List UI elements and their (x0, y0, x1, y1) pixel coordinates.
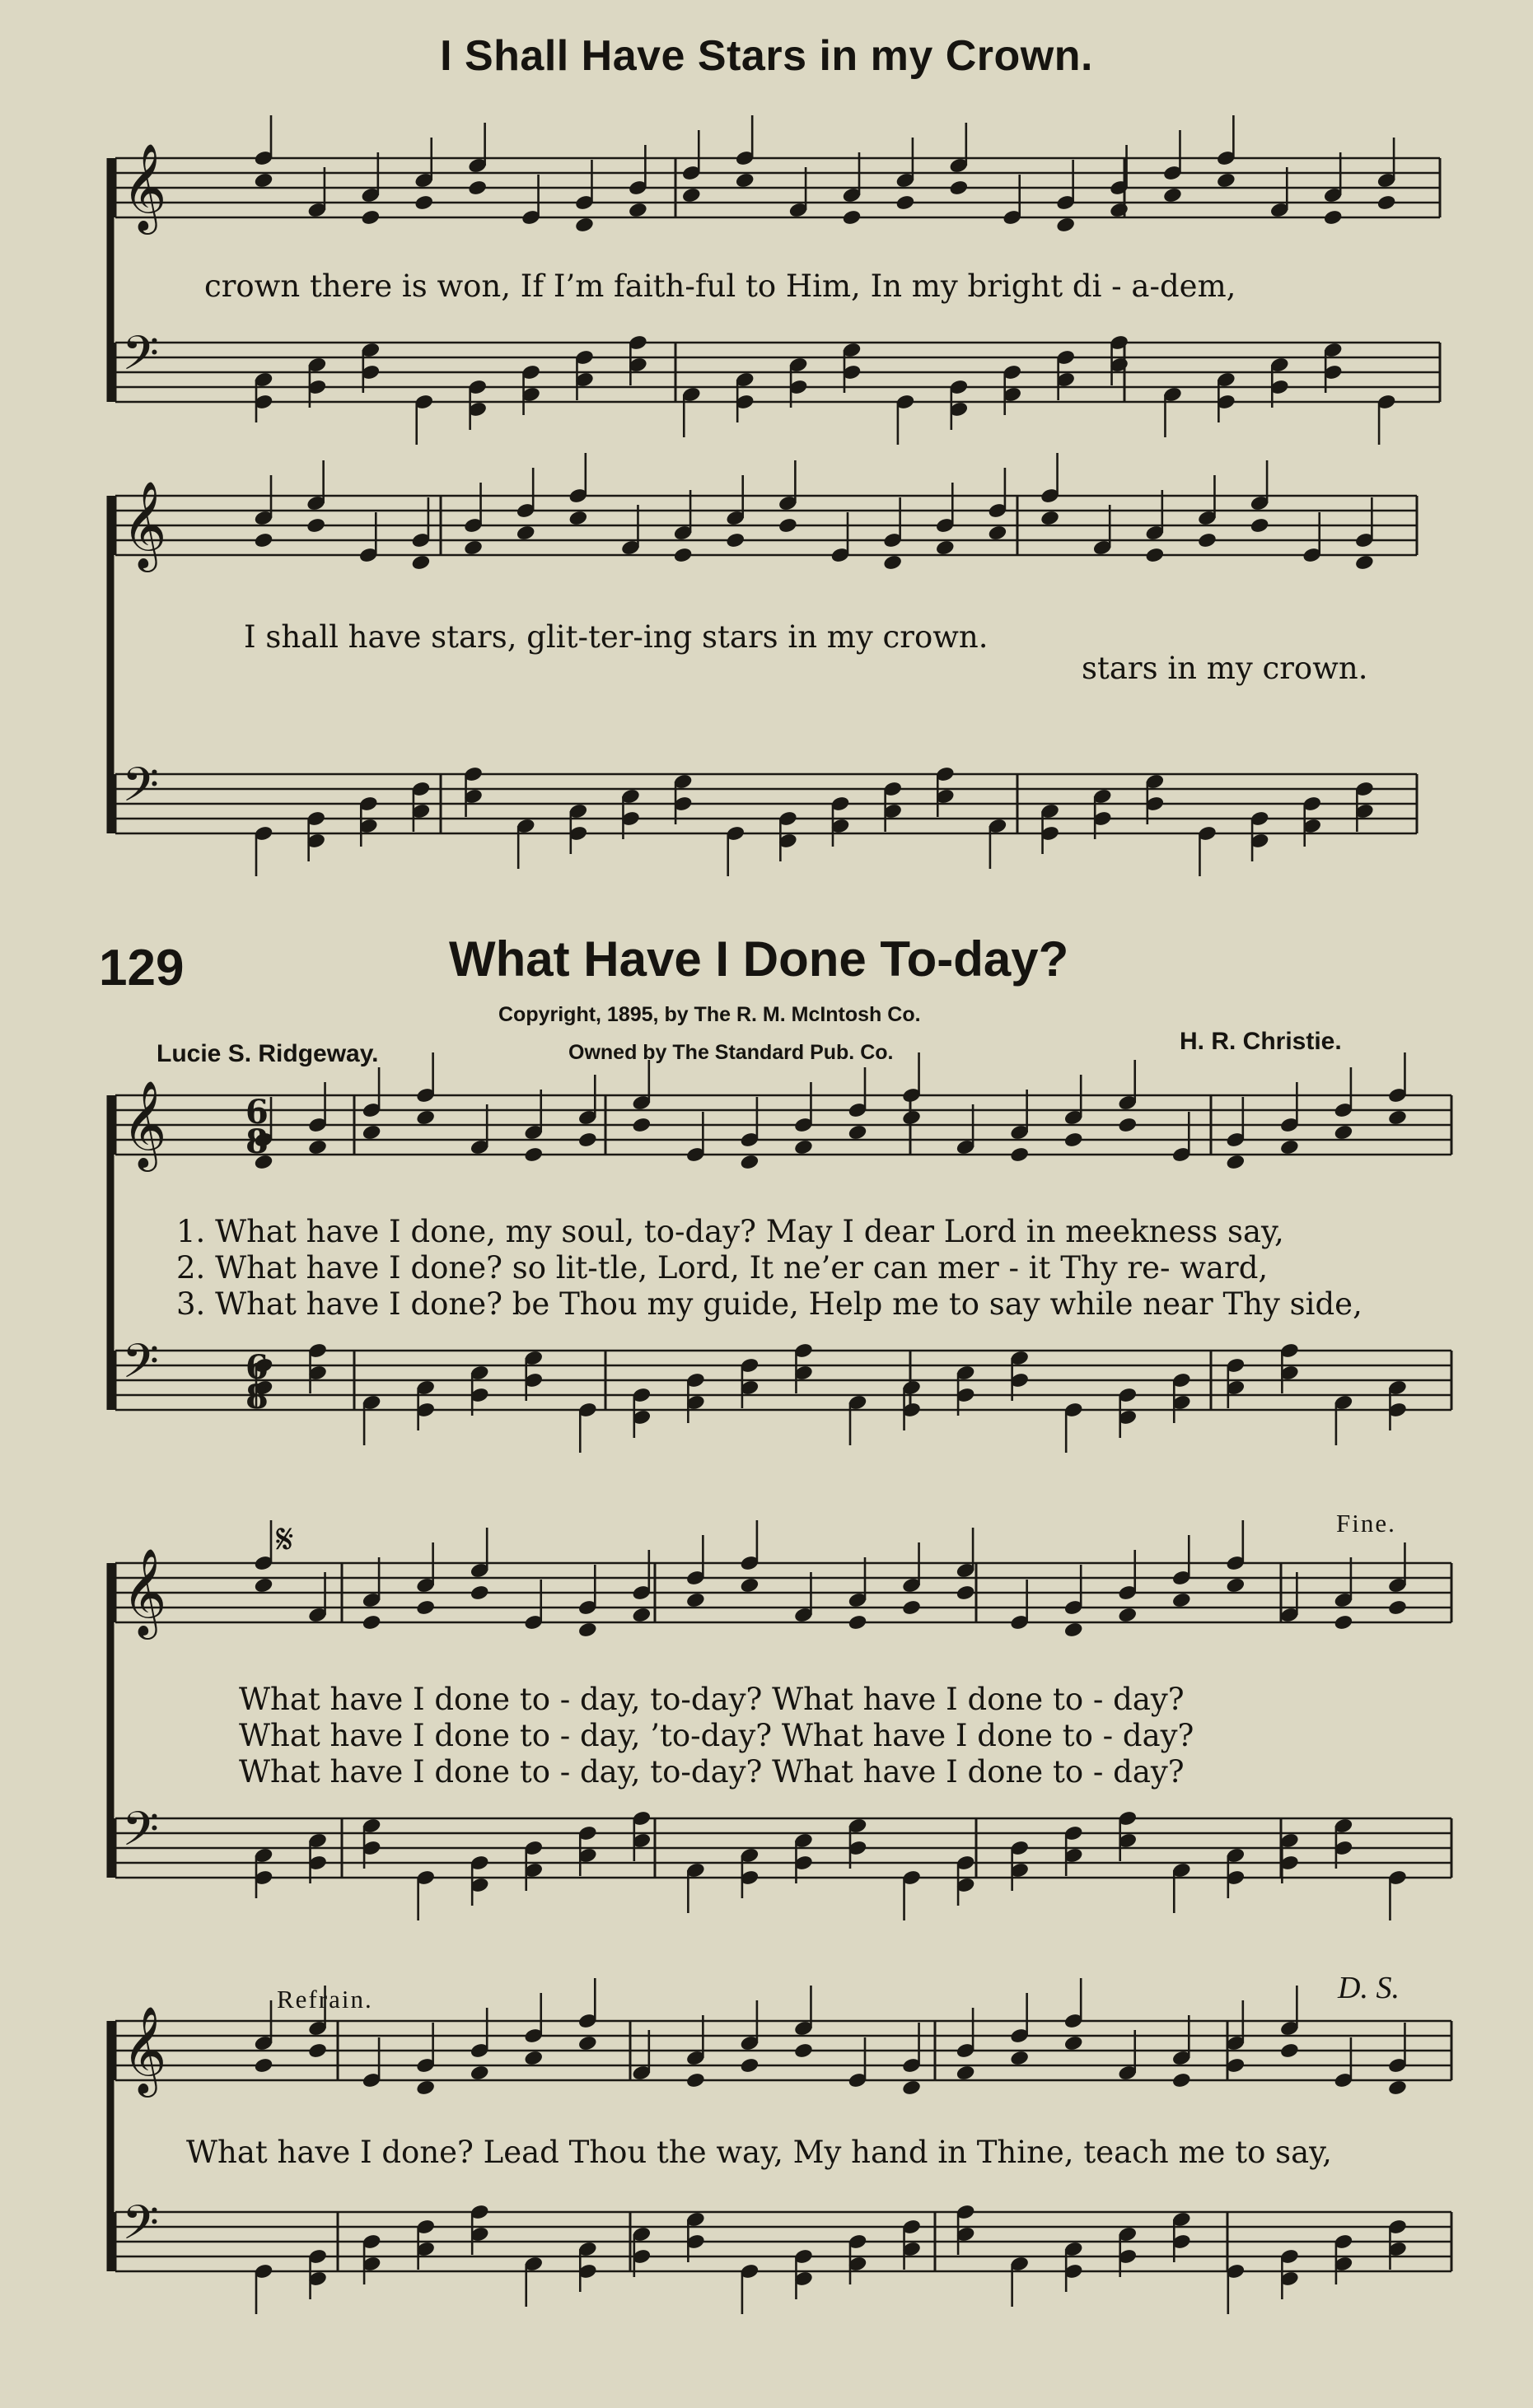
prev-hymn-title: I Shall Have Stars in my Crown. (440, 32, 1093, 80)
notehead (306, 517, 326, 534)
notehead (1063, 2035, 1083, 2051)
notehead (1334, 1124, 1353, 1141)
notehead (470, 1584, 489, 1601)
bass-clef-icon: 𝄢 (122, 757, 160, 824)
notehead (1145, 547, 1165, 563)
prev-lyrics-line-2-alt: stars in my crown. (1082, 651, 1368, 686)
notehead (632, 1607, 652, 1623)
notehead (1217, 172, 1236, 189)
notehead (949, 180, 969, 196)
treble-clef-icon: 𝄞 (122, 2005, 167, 2093)
chorus-line-3: What have I done to - day, to-day? What have I done to - day? (239, 1754, 1185, 1790)
notehead (726, 532, 745, 548)
notehead (254, 1577, 273, 1594)
notehead (577, 1132, 597, 1148)
notehead (1010, 1146, 1030, 1163)
notehead (1010, 2050, 1030, 2066)
notehead (794, 2042, 814, 2059)
notehead (629, 202, 648, 218)
notehead (524, 1146, 544, 1163)
notehead (1388, 1599, 1408, 1616)
notehead (632, 1117, 652, 1133)
notehead (902, 1599, 922, 1616)
verse-3: 3. What have I done? be Thou my guide, Help me to say while near Thy side, (176, 1286, 1362, 1322)
notehead (895, 194, 915, 211)
notehead (686, 1592, 706, 1608)
notehead (1355, 554, 1375, 571)
notehead (848, 1124, 867, 1141)
notehead (416, 1599, 436, 1616)
refrain-lyrics: What have I done? Lead Thou the way, My hand in Thine, teach me to say, (186, 2135, 1332, 2170)
treble-clef-icon: 𝄞 (122, 1080, 167, 1168)
composer-name: H. R. Christie. (1180, 1028, 1342, 1055)
treble-clef-icon: 𝄞 (122, 142, 167, 231)
segno-sign: 𝄋 (276, 1515, 294, 1563)
notehead (362, 1614, 381, 1631)
notehead (362, 1124, 381, 1141)
treble-clef-icon: 𝄞 (122, 1547, 167, 1636)
notehead (1040, 510, 1060, 526)
time-signature-bottom: 8 (245, 1122, 269, 1161)
notehead (735, 172, 755, 189)
bass-clef-icon: 𝄢 (122, 2195, 160, 2262)
hymn-number: 129 (99, 940, 185, 996)
notehead (1198, 532, 1218, 548)
notehead (1376, 194, 1396, 211)
notehead (308, 2042, 328, 2059)
ownership-notice: Owned by The Standard Pub. Co. (568, 1041, 894, 1064)
notehead (468, 180, 488, 196)
notehead (1280, 1139, 1300, 1155)
notehead (1226, 1154, 1246, 1170)
notehead (516, 525, 535, 541)
treble-clef-icon: 𝄞 (122, 480, 167, 568)
notehead (464, 539, 484, 556)
notehead (416, 2079, 436, 2096)
prev-lyrics-line-2: I shall have stars, glit-ter-ing stars in my crown. (244, 619, 989, 655)
time-signature-top: 6 (245, 1348, 269, 1387)
notehead (254, 172, 273, 189)
verse-1: 1. What have I done, my soul, to-day? May I dear Lord in meekness say, (176, 1214, 1284, 1249)
notehead (1171, 1592, 1191, 1608)
notehead (740, 1577, 759, 1594)
notehead (416, 1109, 436, 1126)
notehead (1226, 1577, 1246, 1594)
notehead (254, 532, 273, 548)
notehead (681, 187, 701, 203)
notehead (1118, 1117, 1138, 1133)
notehead (470, 2065, 489, 2081)
time-signature-bottom: 8 (245, 1378, 269, 1416)
notehead (1163, 187, 1183, 203)
chorus-line-2: What have I done to - day, ’to-day? What have I done to - day? (239, 1718, 1194, 1753)
notehead (902, 2079, 922, 2096)
notehead (883, 554, 903, 571)
bass-clef-icon: 𝄢 (122, 1801, 160, 1869)
ds-marking: D. S. (1338, 1971, 1400, 2005)
fine-label: Fine. (1336, 1509, 1396, 1538)
notehead (575, 217, 595, 233)
notehead (254, 2057, 273, 2074)
bass-clef-icon: 𝄢 (122, 325, 160, 393)
notehead (1388, 2079, 1408, 2096)
bass-clef-icon: 𝄢 (122, 1333, 160, 1401)
notehead (794, 1139, 814, 1155)
notehead (1118, 1607, 1138, 1623)
notehead (414, 194, 434, 211)
notehead (568, 510, 588, 526)
notehead (848, 1614, 867, 1631)
notehead (1226, 2057, 1246, 2074)
notehead (1110, 202, 1129, 218)
chorus-line-1: What have I done to - day, to-day? What have I done to - day? (239, 1682, 1185, 1717)
notehead (308, 1139, 328, 1155)
notehead (778, 517, 798, 534)
time-signature-top: 6 (245, 1093, 269, 1132)
notehead (956, 1584, 975, 1601)
verse-2: 2. What have I done? so lit-tle, Lord, It ne’er can mer - it Thy re- ward, (176, 1250, 1269, 1286)
notehead (1323, 209, 1343, 226)
notehead (935, 539, 955, 556)
notehead (956, 2065, 975, 2081)
prev-lyrics-line-1: crown there is won, If I’m faith-ful to Him, In my bright di - a-dem, (204, 268, 1236, 304)
notehead (686, 2072, 706, 2088)
notehead (1334, 1614, 1353, 1631)
lyricist-name: Lucie S. Ridgeway. (157, 1040, 379, 1067)
notehead (411, 554, 431, 571)
refrain-label: Refrain. (277, 1985, 373, 2014)
notehead (902, 1109, 922, 1126)
notehead (740, 1154, 759, 1170)
notehead (1063, 1132, 1083, 1148)
notehead (361, 209, 381, 226)
notehead (524, 2050, 544, 2066)
copyright-notice: Copyright, 1895, by The R. M. McIntosh Co. (498, 1003, 921, 1026)
notehead (1056, 217, 1076, 233)
notehead (1063, 1622, 1083, 1638)
notehead (1280, 2042, 1300, 2059)
notehead (1171, 2072, 1191, 2088)
notehead (673, 547, 693, 563)
notehead (740, 2057, 759, 2074)
hymn-title: What Have I Done To-day? (449, 931, 1069, 987)
notehead (577, 1622, 597, 1638)
notehead (988, 525, 1007, 541)
notehead (577, 2035, 597, 2051)
notehead (1250, 517, 1269, 534)
notehead (1388, 1109, 1408, 1126)
notehead (842, 209, 862, 226)
